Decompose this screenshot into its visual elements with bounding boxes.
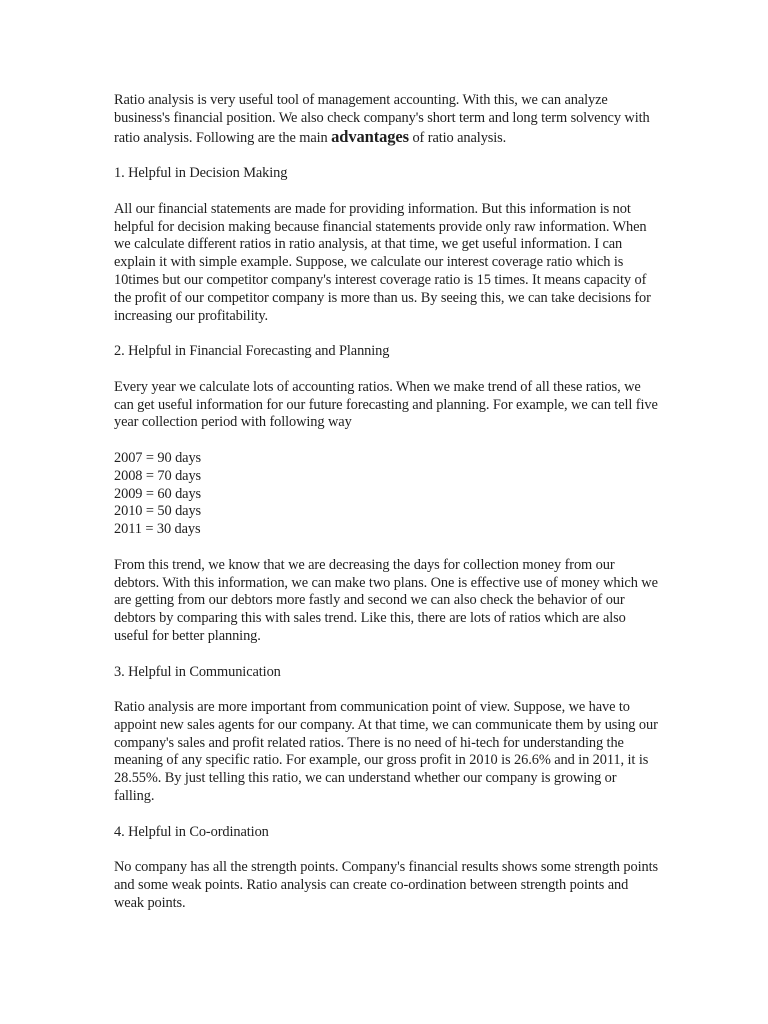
list-item: 2008 = 70 days — [114, 467, 202, 484]
collection-period-list — [114, 450, 658, 539]
list-item: 2010 = 50 days — [114, 503, 202, 520]
section-heading-coordination: 4. Helpful in Co-ordination — [114, 823, 269, 840]
intro-text-end: of ratio analysis. — [408, 129, 507, 146]
section-paragraph: Every year we calculate lots of accounting ratios. When we make trend of all these ratios, we can get useful information for our future forecasting and planning. For example, we can tell five year collection period with following way — [114, 378, 658, 431]
intro-paragraph — [114, 92, 658, 147]
intro-text: Ratio analysis is very useful tool of management accounting. With this, we can analyze business's financial position. We also check company's short term and long term solvency with ratio analysis. Following are the main — [114, 92, 650, 146]
section-paragraph: No company has all the strength points. Company's financial results shows some strength points and some weak points. Ratio analysis can create co-ordination between strength points and weak points. — [114, 859, 658, 911]
section-heading-decision-making: 1. Helpful in Decision Making — [114, 165, 288, 182]
section-paragraph: All our financial statements are made for providing information. But this information is not helpful for decision making because financial statements provide only raw information. When we calculate different ratios in ratio analysis, at that time, we get useful information. I can explain it with simple example. Suppose, we calculate our interest coverage ratio which is 10times but our competitor company's interest coverage ratio is 15 times. It means capacity of the profit of our competitor company is more than us. By seeing this, we can take decisions for increasing our profitability. — [114, 200, 651, 324]
section-heading-forecasting: 2. Helpful in Financial Forecasting and Planning — [114, 343, 390, 360]
list-item: 2011 = 30 days — [114, 521, 201, 538]
document-page — [114, 92, 658, 930]
section-heading-communication: 3. Helpful in Communication — [114, 663, 281, 680]
section-paragraph: From this trend, we know that we are decreasing the days for collection money from our debtors. With this information, we can make two plans. One is effective use of money which we are getting from our debtors more fastly and second we can also check the behavior of our debtors by comparing this with sales trend. Like this, there are lots of ratios which are also useful for better planning. — [114, 556, 658, 644]
section-paragraph: Ratio analysis are more important from communication point of view. Suppose, we have to appoint new sales agents for our company. At that time, we can communicate them by using our company's sales and profit related ratios. There is no need of hi-tech for understanding the meaning of any specific ratio. For example, our gross profit in 2010 is 26.6% and in 2011, it is 28.55%. By just telling this ratio, we can understand whether our company is growing or falling. — [114, 699, 658, 805]
advantages-emphasis: advantages — [331, 126, 409, 146]
list-item: 2009 = 60 days — [114, 485, 202, 502]
list-item: 2007 = 90 days — [114, 449, 202, 466]
